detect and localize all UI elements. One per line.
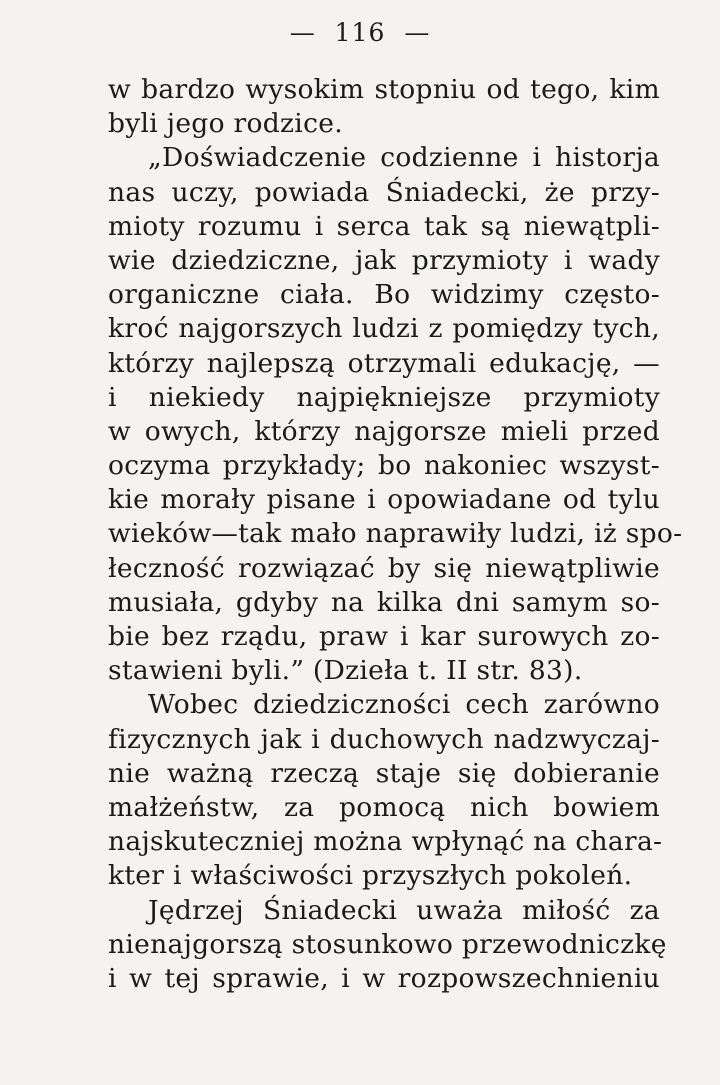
text-line: kter i właściwości przyszłych pokoleń.: [108, 860, 633, 892]
header-dash-left: —: [289, 18, 316, 47]
text-line: kie morały pisane i opowiadane od tylu: [108, 484, 660, 516]
text-line: kroć najgorszych ludzi z pomiędzy tych,: [108, 313, 660, 345]
text-line: „Doświadczenie codzienne i historja: [148, 142, 660, 174]
text-line: Jędrzej Śniadecki uważa miłość za: [148, 894, 660, 926]
text-line: w bardzo wysokim stopniu od tego, kim: [108, 74, 660, 105]
page-header: [0, 18, 720, 47]
text-line: którzy najlepszą otrzymali edukację, —: [108, 347, 660, 379]
text-line: wieków—tak mało naprawiły ludzi, iż spo-: [108, 518, 683, 550]
text-line: wie dziedziczne, jak przymioty i wady: [108, 244, 660, 276]
text-line: musiała, gdyby na kilka dni samym so-: [108, 586, 660, 618]
text-line: oczyma przykłady; bo nakoniec wszyst-: [108, 450, 660, 482]
text-line: najskuteczniej można wpłynąć na chara-: [108, 826, 663, 858]
text-line: fizycznych jak i duchowych nadzwyczaj-: [108, 723, 660, 755]
text-line: mioty rozumu i serca tak są niewątpli-: [108, 210, 660, 242]
text-line: bie bez rządu, praw i kar surowych zo-: [108, 621, 660, 652]
text-line: w owych, którzy najgorsze mieli przed: [108, 415, 660, 447]
text-line: małżeństw, za pomocą nich bowiem: [108, 791, 660, 823]
text-line: nie ważną rzeczą staje się dobieranie: [108, 757, 660, 789]
text-line: nienajgorszą stosunkowo przewodniczkę: [108, 928, 667, 960]
text-line: stawieni byli.” (Dzieła t. II str. 83).: [108, 655, 583, 687]
text-line: i w tej sprawie, i w rozpowszechnieniu: [108, 962, 660, 994]
header-dash-right: —: [404, 18, 431, 47]
text-line: organiczne ciała. Bo widzimy często-: [108, 279, 660, 311]
body-text: [108, 73, 683, 996]
text-line: łeczność rozwiązać by się niewątpliwie: [108, 552, 660, 584]
text-line: nas uczy, powiada Śniadecki, że przy-: [108, 176, 660, 208]
text-line: byli jego rodzice.: [108, 108, 343, 140]
page-number: 116: [334, 18, 386, 47]
text-line: Wobec dziedziczności cech zarówno: [148, 689, 660, 721]
text-line: i niekiedy najpiękniejsze przymioty: [108, 381, 660, 413]
